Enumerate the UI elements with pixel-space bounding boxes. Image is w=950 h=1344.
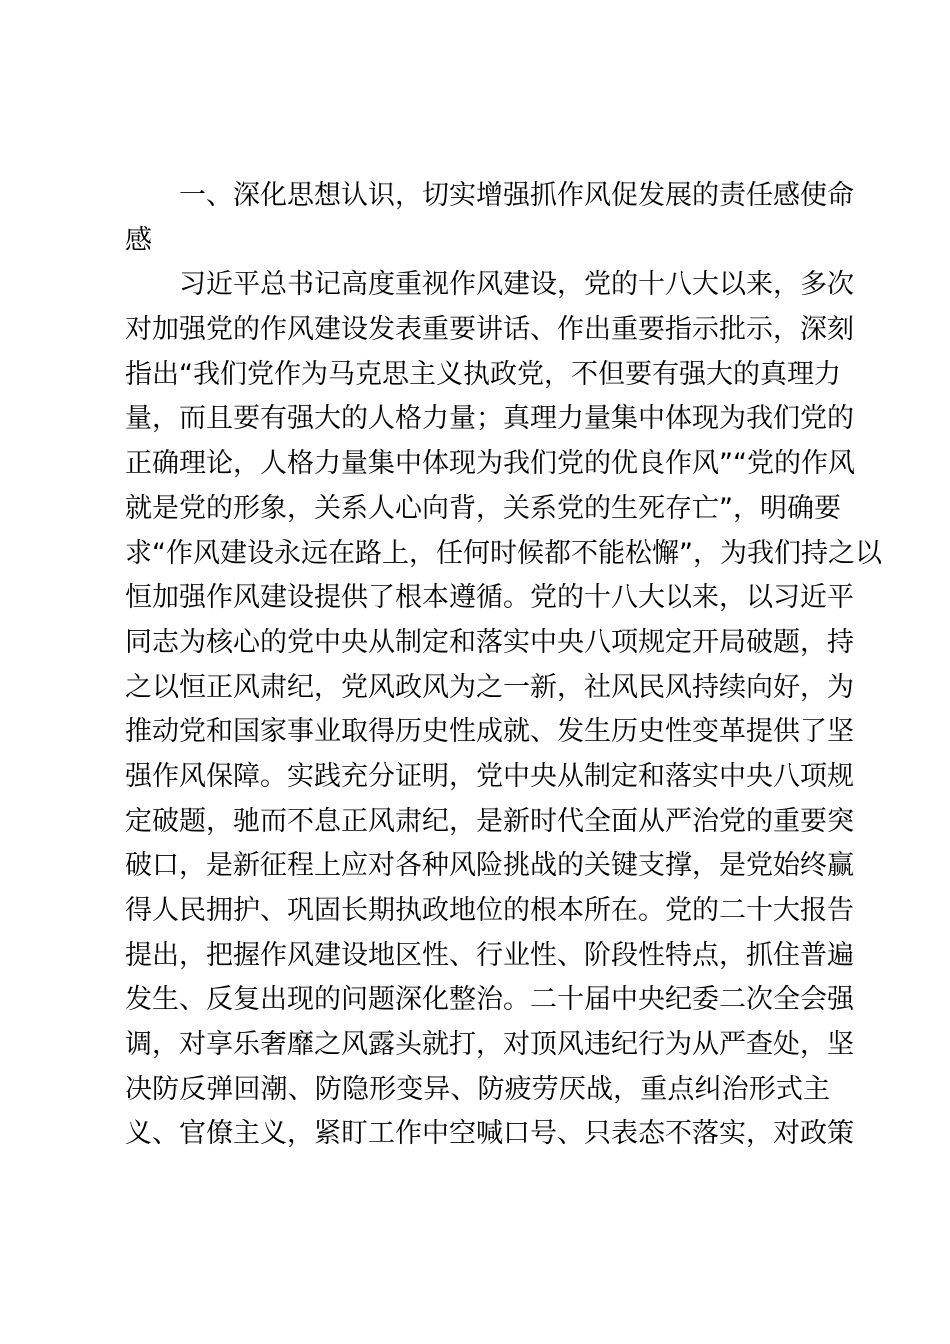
section-heading-line-1: 一、深化思想认识，切实增强抓作风促发展的责任感使命 [179,180,854,211]
paragraph-line-13: 定破题，驰而不息正风肃纪，是新时代全面从严治党的重要突 [125,805,854,837]
paragraph-line-14: 破口，是新征程上应对各种风险挑战的关键支撑，是党始终赢 [125,850,854,882]
paragraph-line-15: 得人民拥护、巩固长期执政地位的根本所在。党的二十大报告 [125,895,854,926]
paragraph-line-8: 恒加强作风建设提供了根本遵循。党的十八大以来，以习近平 [125,582,854,614]
paragraph-line-18: 调，对享乐奢靡之风露头就打，对顶风违纪行为从严查处，坚 [125,1029,854,1061]
paragraph-line-1: 习近平总书记高度重视作风建设，党的十八大以来，多次 [179,269,854,301]
paragraph-line-12: 强作风保障。实践充分证明，党中央从制定和落实中央八项规 [125,760,854,792]
paragraph-line-4: 量，而且要有强大的人格力量；真理力量集中体现为我们党的 [125,403,854,435]
paragraph-line-3: 指出“我们党作为马克思主义执政党，不但要有强大的真理力 [125,358,841,390]
paragraph-line-10: 之以恒正风肃纪，党风政风为之一新，社风民风持续向好，为 [125,671,854,703]
paragraph-line-11: 推动党和国家事业取得历史性成就、发生历史性变革提供了坚 [125,716,854,748]
paragraph-line-9: 同志为核心的党中央从制定和落实中央八项规定开局破题，持 [125,626,854,658]
paragraph-line-20: 义、官僚主义，紧盯工作中空喊口号、只表态不落实，对政策 [125,1118,854,1150]
document-body [125,174,882,1157]
paragraph-line-2: 对加强党的作风建设发表重要讲话、作出重要指示批示，深刻 [125,314,854,346]
paragraph-line-17: 发生、反复出现的问题深化整治。二十届中央纪委二次全会强 [125,984,854,1016]
paragraph-line-16: 提出，把握作风建设地区性、行业性、阶段性特点，抓住普遍 [125,939,854,971]
paragraph-line-6: 就是党的形象，关系人心向背，关系党的生死存亡”，明确要 [125,492,841,524]
section-heading-line-2: 感 [125,224,152,256]
paragraph-line-5: 正确理论，人格力量集中体现为我们党的优良作风”“党的作风 [125,448,855,480]
paragraph-line-7: 求“作风建设永远在路上，任何时候都不能松懈”，为我们持之以 [125,537,882,569]
paragraph-line-19: 决防反弹回潮、防隐形变异、防疲劳厌战，重点纠治形式主 [125,1073,830,1105]
